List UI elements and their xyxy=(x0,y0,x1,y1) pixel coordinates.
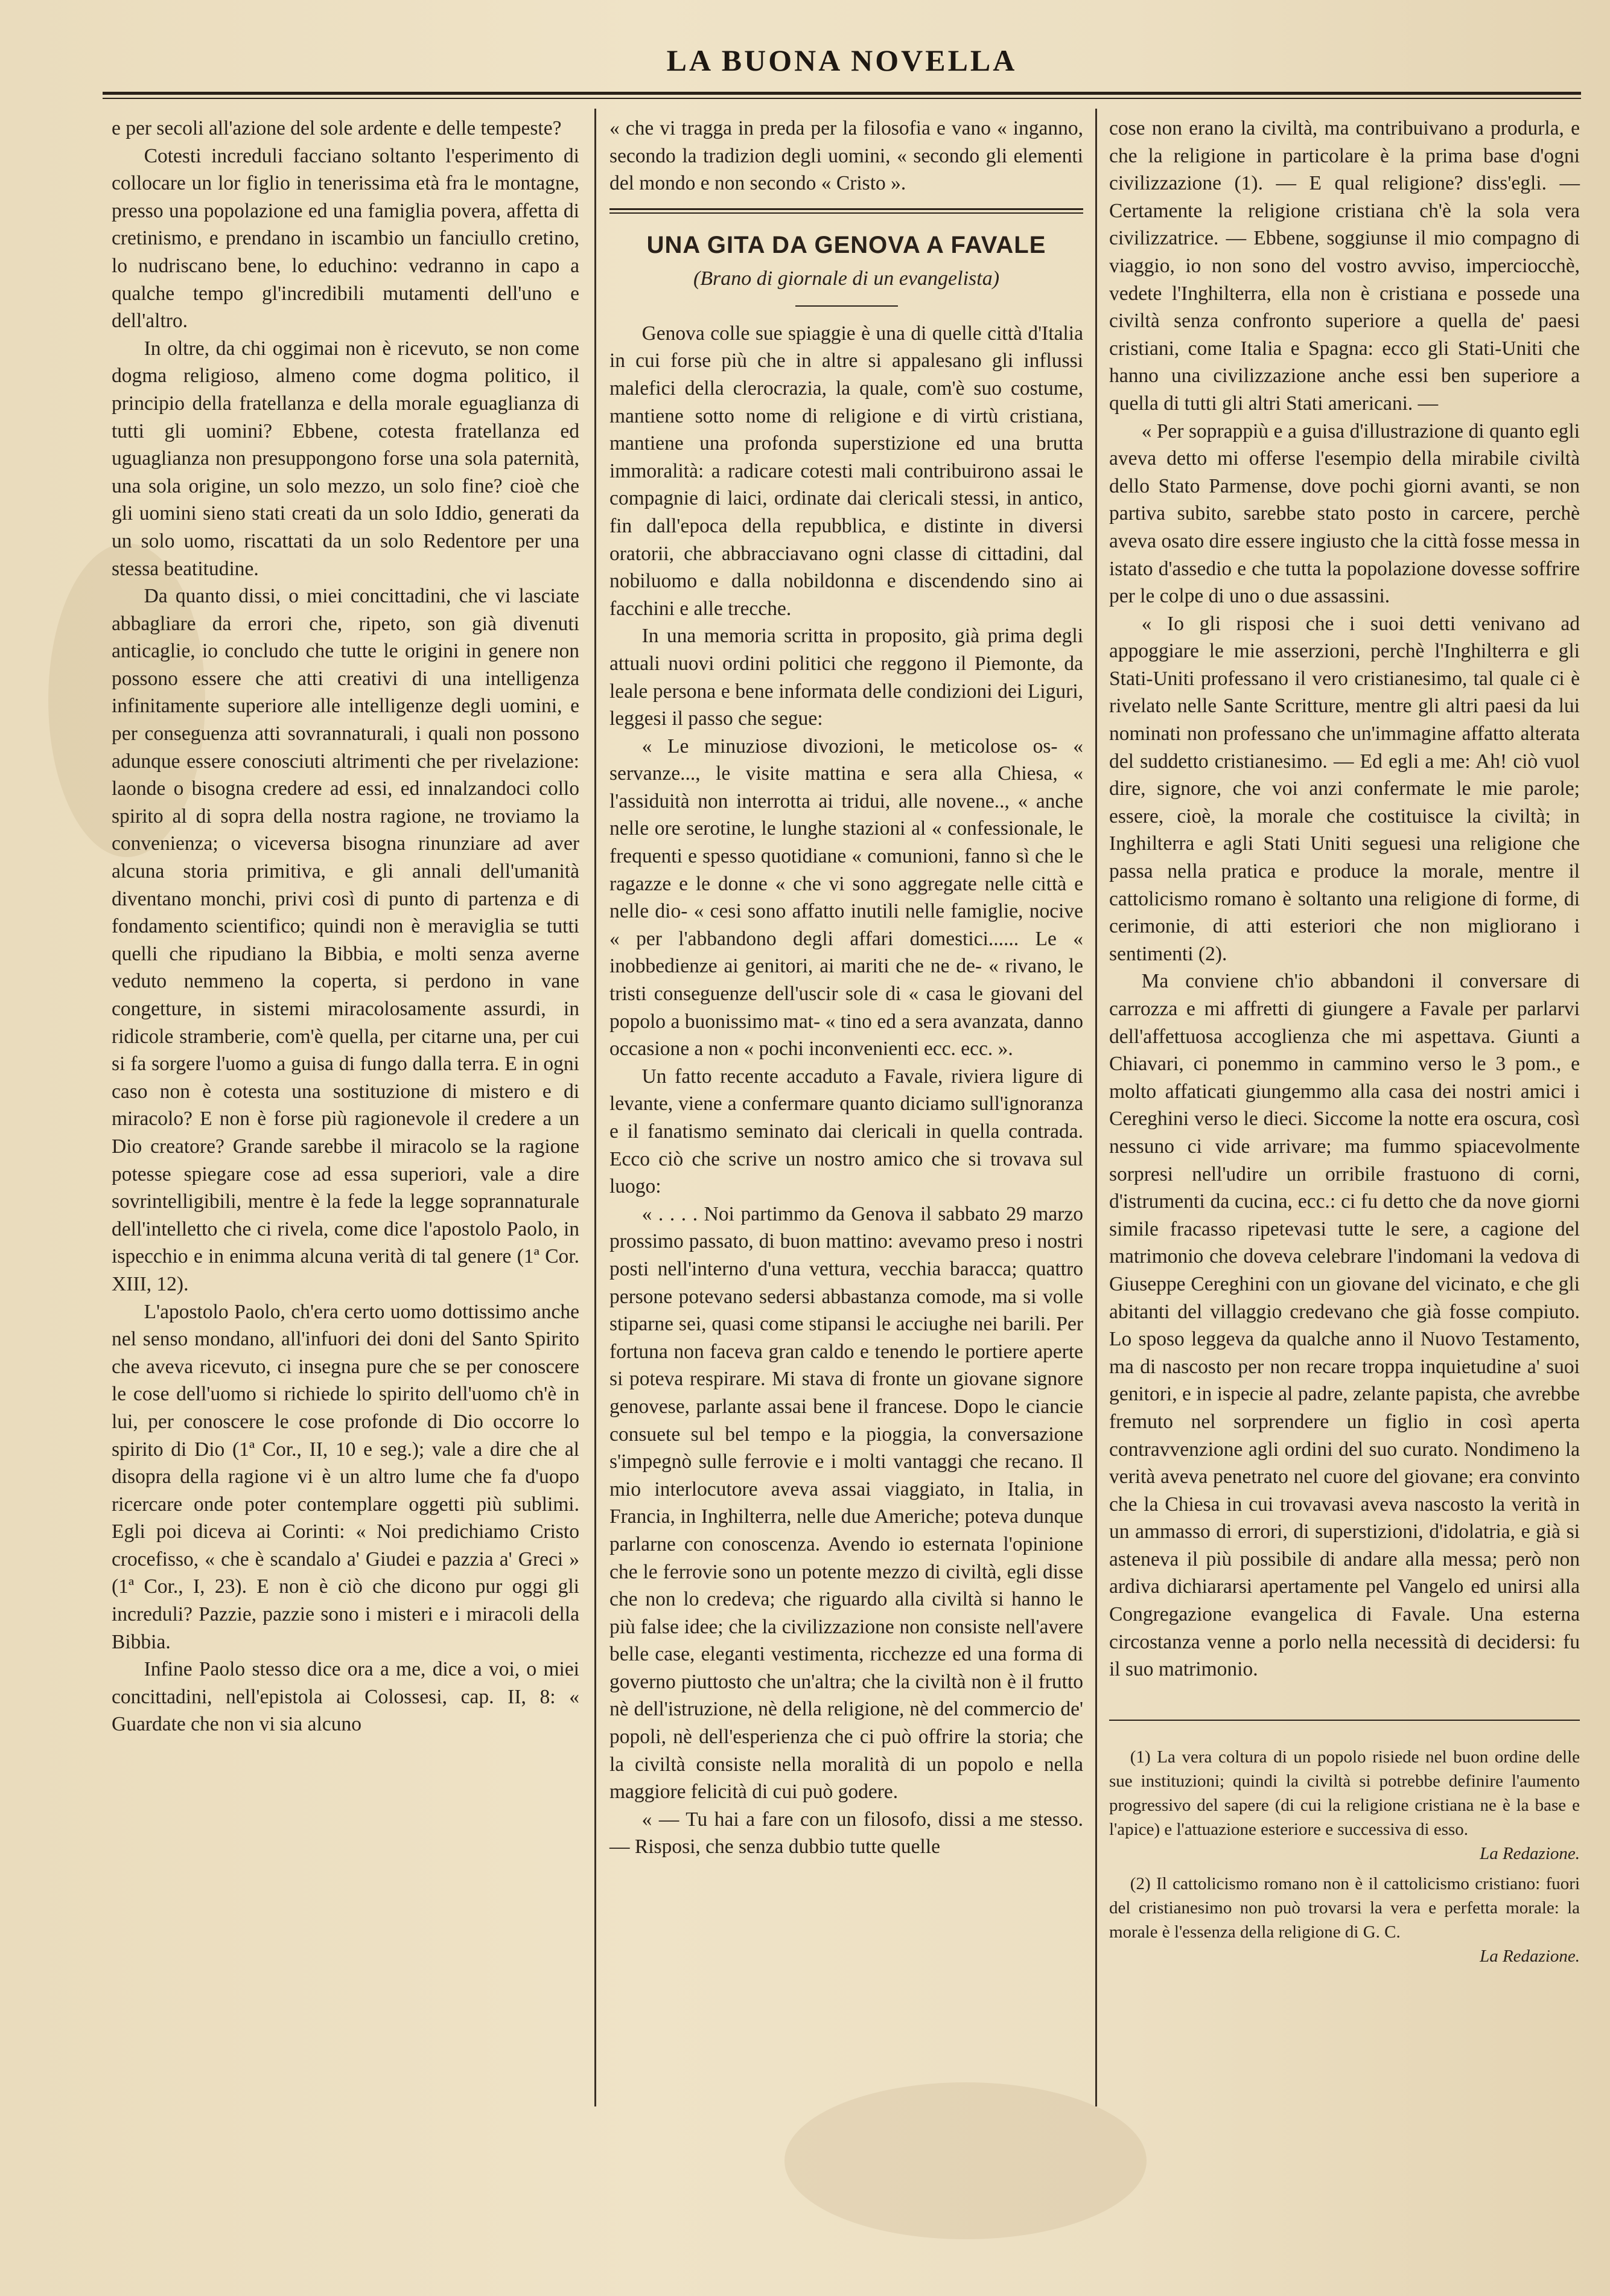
footnote-text: (2) Il cattolicismo romano non è il cattolicismo cristiano: fuori del cristianesimo non può trovarsi la vera e perfetta morale: la morale è l'essenza della religione di G. C. xyxy=(1109,1873,1580,1942)
footnote xyxy=(1109,1872,1580,1968)
paragraph: « Per soprappiù e a guisa d'illustrazione di quanto egli aveva detto mi offerse l'esempio della mirabile civiltà dello Stato Parmense, dove pochi giorni avanti, se non partiva subito, sarebbe stato posto in carcere, perchè aveva osato dire essere ingiusto che la città fosse messa in istato d'assedio e che tutta la popolazione dovesse soffrire per le colpe di uno o due assassini. xyxy=(1109,419,1580,608)
column-2 xyxy=(609,115,1083,1861)
paragraph: « Le minuziose divozioni, le meticolose os- « servanze..., le visite mattina e sera alla Chiesa, « l'assiduità non interrotta ai tridui, alle novene.., « anche nelle ore serotine, le lunghe stazioni al « confessionale, le frequenti e spesso quotidiane « comunioni, fanno sì che le ragazze e le donne « che vi sono aggregate nelle città e nelle dio- « cesi sono affatto inutili nelle famiglie, nocive « per l'abbandono degli affari domestici...... Le « inobbedienze ai genitori, ai mariti che ne de- « rivano, le tristi conseguenze dell'uscir sole di « casa le giovani del popolo a buonissimo mat- « tino ed a sera avanzata, danno occasione a non « pochi inconvenienti ecc. ecc. ». xyxy=(609,735,1083,1060)
column-1 xyxy=(112,115,579,1738)
paragraph: In una memoria scritta in proposito, già prima degli attuali nuovi ordini politici che reggono il Piemonte, da leale persona e bene informata delle condizioni dei Liguri, leggesi il passo che segue: xyxy=(609,625,1083,730)
paragraph: cose non erano la civiltà, ma contribuivano a produrla, e che la religione in particolare è la prima base d'ogni civilizzazione (1). — E qual religione? diss'egli. — Certamente la religione cristiana ch'è la sola vera civilizzatrice. — Ebbene, soggiunse il mio compagno di viaggio, io non sono del vostro avviso, imperciocchè, vedete l'Inghilterra, ella non è cristiana e possede una civiltà senza confronto superiore a quella de' paesi cristiani, come Italia e Spagna: ecco gli Stati-Uniti che hanno una civilizzazione anche essi ben superiore a quella di tutti gli altri Stati americani. — xyxy=(1109,117,1580,415)
masthead xyxy=(103,36,1581,85)
column-divider xyxy=(594,109,596,2106)
newspaper-title: LA BUONA NOVELLA xyxy=(666,43,1017,77)
article-subtitle: (Brano di giornale di un evangelista) xyxy=(693,267,1000,290)
paragraph: Da quanto dissi, o miei concittadini, che vi lasciate abbagliare da errori che, ripeto, son già divenuti anticaglie, io concludo che tutte le origini in genere non possono essere che atti creativi di una intelligenza infinitamente superiore alle intelligenze degli uomini, e per conseguenza atti sovrannaturali, i quali non possono adunque essere conosciuti altrimenti che per rivelazione: laonde o bisogna credere ad essi, ed innalzandoci collo spirito al di sopra della nostra ragione, ne troviamo la convenienza; o viceversa bisogna rinunziare ad aver alcuna storia primitiva, e gli annali dell'umanità diventano monchi, privi così di punto di partenza e di fondamento scientifico; quindi non è meraviglia se tutti quelli che ripudiano la Bibbia, e molti senza averne veduto nemmeno la coperta, si perdono in vane congetture, in sistemi miracolosamente assurdi, in ridicole stramberie, com'è quella, per citarne una, per cui si fa sorgere l'uomo a guisa di fungo dalla terra. E in ogni caso non è cotesta una sostituzione di mistero e di miracolo? E non è forse più ragionevole il credere a un Dio creatore? Grande sarebbe il miracolo se la ragione potesse spiegare cose ad essa superiori, vale a dire sovrintelligibili, mentre è la fede la legge soprannaturale dell'intelletto che ci rivela, come dice l'apostolo Paolo, in ispecchio e in enimma alcuna verità di tal genere (1ª Cor. XIII, 12). xyxy=(112,585,579,1295)
footnote-signature: La Redazione. xyxy=(1480,1946,1580,1966)
paragraph: Infine Paolo stesso dice ora a me, dice a voi, o miei concittadini, nell'epistola ai Colossesi, cap. II, 8: « Guardate che non vi sia alcuno xyxy=(112,1658,579,1736)
footnote-rule xyxy=(1109,1720,1580,1721)
paragraph: L'apostolo Paolo, ch'era certo uomo dottissimo anche nel senso mondano, all'infuori dei doni del Santo Spirito che aveva ricevuto, ci insegna pure che se per conoscere le cose dell'uomo si richiede lo spirito dell'uomo ch'è in lui, per conoscere le cose profonde di Dio occorre lo spirito di Dio (1ª Cor., II, 10 e seg.); vale a dire che al disopra della ragione vi è un altro lume che fa d'uopo ricercare onde poter contemplare oggetti più sublimi. Egli poi diceva ai Corinti: « Noi predichiamo Cristo crocefisso, « che è scandalo a' Giudei e pazzia a' Greci » (1ª Cor., I, 23). E non è ciò che dicono pur oggi gli increduli? Pazzie, pazzie sono i misteri e i miracoli della Bibbia. xyxy=(112,1300,579,1653)
masthead-rule-thin xyxy=(103,98,1581,99)
footnote xyxy=(1109,1745,1580,1866)
paragraph: Un fatto recente accaduto a Favale, riviera ligure di levante, viene a confermare quanto diciamo sull'ignoranza e il fanatismo seminato dai clericali in quella contrada. Ecco ciò che scrive un nostro amico che si trovava sul luogo: xyxy=(609,1065,1083,1198)
paragraph: « Io gli risposi che i suoi detti venivano ad appoggiare le mie asserzioni, perchè l'Inghilterra e gli Stati-Uniti professano il vero cristianesimo, tal quale ci è rivelato nelle Sante Scritture, mentre gli altri paesi da lui nominati non professano che un'immagine affatto alterata del suddetto cristianesimo. — Ed egli a me: Ah! ciò vuol dire, signore, che voi anzi confermate le mie parole; essere, cioè, la morale che costituisce la civiltà; in Inghilterra e agli Stati Uniti seguesi una religione che passa nella pratica e produce la morale, mentre il cattolicismo romano è soltanto una religione di forme, di cerimonie, di atti esteriori che non migliorano i sentimenti (2). xyxy=(1109,612,1580,965)
masthead-rule xyxy=(103,92,1581,95)
footnote-text: (1) La vera coltura di un popolo risiede nel buon ordine delle sue instituzioni; quindi la civiltà si potrebbe definire l'aumento progressivo del sapere (di cui la religione cristiana ne è la base e l'apice) e l'attuazione esteriore e successiva di esso. xyxy=(1109,1747,1580,1839)
paragraph: « — Tu hai a fare con un filosofo, dissi a me stesso. — Risposi, che senza dubbio tutte quelle xyxy=(609,1808,1083,1858)
paragraph: Cotesti increduli facciano soltanto l'esperimento di collocare un lor figlio in tenerissima età fra le montagne, presso una popolazione ed una famiglia povera, affetta di cretinismo, e prendano in iscambio un fanciullo cretino, lo nudriscano bene, lo educhino: vedranno in capo a qualche tempo gl'incredibili mutamenti dell'uno e dell'altro. xyxy=(112,144,579,333)
quote-continuation: « che vi tragga in preda per la filosofia e vano « inganno, secondo la tradizion degli uomini, « secondo gli elementi del mondo e non secondo « Cristo ». xyxy=(609,117,1083,195)
column-divider xyxy=(1095,109,1097,2106)
paragraph: e per secoli all'azione del sole ardente e delle tempeste? xyxy=(112,117,562,139)
paragraph: « . . . . Noi partimmo da Genova il sabbato 29 marzo prossimo passato, di buon mattino: avevamo preso i nostri posti nell'interno d'una vettura, vecchia baracca; quattro persone potevano sedersi abbastanza comode, ma si volle stiparne sei, quasi come stipansi le acciughe nei barili. Per fortuna non faceva gran caldo e tenendo le portiere aperte si poteva respirare. Mi stava di fronte un giovane signore genovese, parlante assai bene il francese. Dopo le ciancie consuete sul bel tempo e la pioggia, la conversazione s'impegnò sulle ferrovie e i molti vantaggi che recano. Il mio interlocutore aveva assai viaggiato, in Italia, in Francia, in Inghilterra, nelle due Americhe; poteva dunque parlarne con conoscenza. Avendo io esternata l'opinione che le ferrovie sono un potente mezzo di civiltà, egli disse che non lo credeva; che riguardo alla civiltà si hanno le più false idee; che la civilizzazione non consiste nell'avere belle case, eleganti vestimenta, ricchezze ed una forma di governo piuttosto che un'altra; che la civiltà non è il frutto nè dell'istruzione, nè della religione, nè del commercio de' popoli, nè dell'esperienza che ci può offrire la storia; che la civiltà consiste nella moralità di un popolo e nella maggiore felicità di cui può godere. xyxy=(609,1202,1083,1803)
paragraph: In oltre, da chi oggimai non è ricevuto, se non come dogma religioso, almeno come dogma politico, il principio della fratellanza e della morale eguaglianza di tutti gli uomini? Ebbene, cotesta fratellanza ed uguaglianza non presuppongono forse una sola paternità, una sola origine, un solo mezzo, un solo fine? cioè che gli uomini sieno stati creati da un solo Iddio, generati da un solo uomo, riscattati da un solo Redentore per una stessa beatitudine. xyxy=(112,337,579,580)
footnotes xyxy=(1109,1745,1580,1968)
title-rule xyxy=(795,305,898,307)
column-3 xyxy=(1109,115,1580,1974)
article-title: UNA GITA DA GENOVA A FAVALE xyxy=(646,231,1046,258)
footnote-signature: La Redazione. xyxy=(1480,1843,1580,1863)
paragraph: Genova colle sue spiaggie è una di quelle città d'Italia in cui forse più che in altre si appalesano gli influssi malefici della clerocrazia, la quale, com'è suo costume, mantiene sotto nome di religione e di virtù cristiana, mantiene una profonda superstizione ed una brutta immoralità: a radicare cotesti mali contribuirono assai le compagnie di laici, ordinate dai clericali stessi, in antico, fin dall'epoca della repubblica, e distinte in diversi oratorii, che abbracciavano ogni classe di cittadini, dal nobiluomo e dalla nobildonna e discendendo sino ai facchini e alle trecche. xyxy=(609,322,1083,620)
paragraph: Ma conviene ch'io abbandoni il conversare di carrozza e mi affretti di giungere a Favale per parlarvi dell'affettuosa accoglienza che mi aspettava. Giunti a Chiavari, ci ponemmo in cammino verso le 3 pom., e molto affaticati giungemmo alla casa dei nostri amici i Cereghini verso le dieci. Siccome la notte era oscura, così nessuno ci vide arrivare; ma fummo spiacevolmente sorpresi nell'udire un orribile frastuono di corni, d'istrumenti da cucina, ecc.: ci fu detto che da nove giorni simile fracasso ripetevasi tutte le sere, a cagione del matrimonio che doveva celebrare l'indomani la vedova di Giuseppe Cereghini con un giovane del vicinato, e che gli abitanti del villaggio credevano che già fosse compiuto. Lo sposo leggeva da qualche anno il Nuovo Testamento, ma di nascosto per non recare troppa inquietudine a' suoi genitori, e in ispecie al padre, zelante papista, che avrebbe fremuto nel sorprendere un figlio in così aperta contravvenzione agli ordini del suo curato. Nondimeno la verità aveva penetrato nel cuore del giovane; era convinto che la Chiesa in cui trovavasi aveva nascosto la verità in un ammasso di errori, di superstizioni, d'idolatria, e già si asteneva il più possibile di andare alla messa; però non ardiva dichiararsi apertamente pel Vangelo ed unirsi alla Congregazione evangelica di Favale. Una esterna circostanza venne a porlo nella necessità di decidersi: fu il suo matrimonio. xyxy=(1109,970,1580,1681)
article-separator-thin xyxy=(609,212,1083,214)
article-header xyxy=(609,227,1083,295)
paper-stain xyxy=(784,2082,1147,2239)
article-separator xyxy=(609,208,1083,210)
